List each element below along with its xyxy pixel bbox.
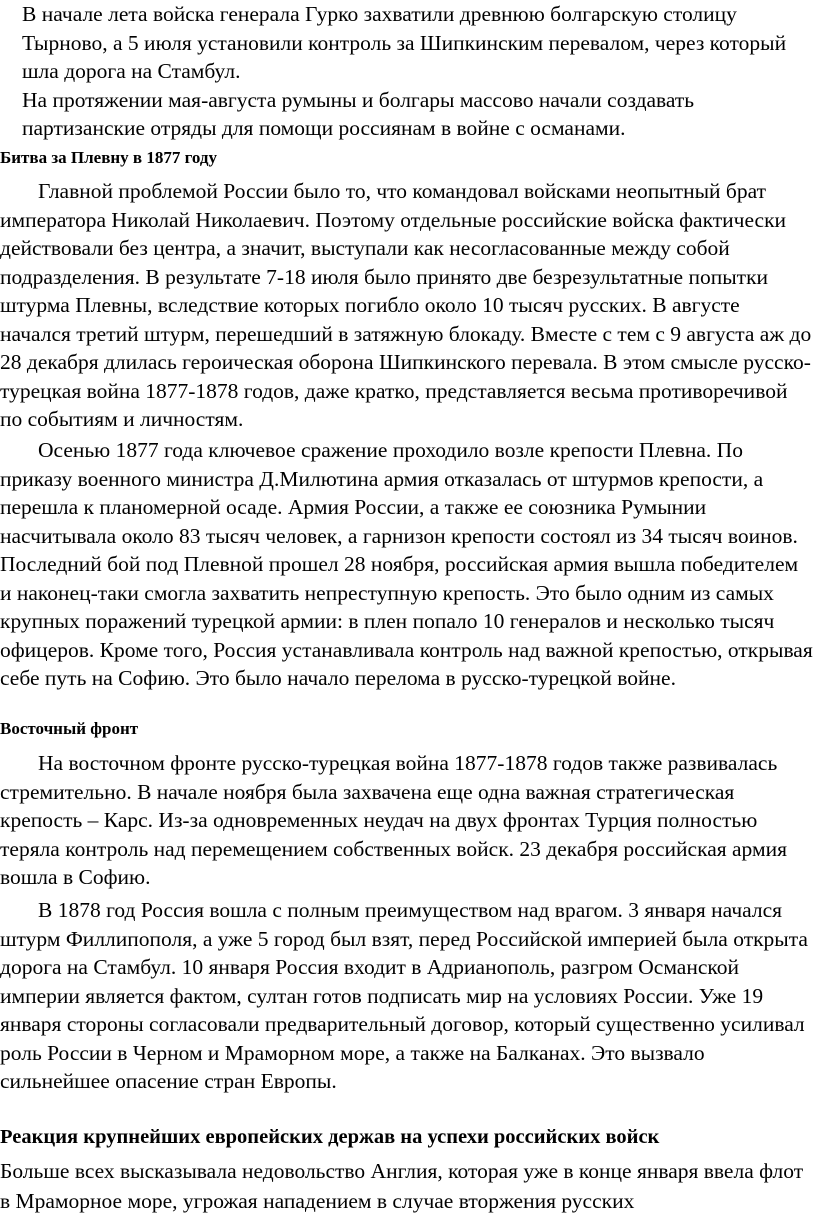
paragraph: В 1878 год Россия вошла с полным преимуществом над врагом. 3 января начался штурм Филлипополя, а уже 5 город был взят, перед Российской империей была открыта дорога на Стамбул. 10 января Россия входит в Адрианополь, разгром Османской империи является фактом, султан готов подписать мир на условиях России. Уже 19 января стороны согласовали предварительный договор, который существенно усиливал роль России в Черном и Мраморном море, а также на Балканах. Это вызвало сильнейшее опасение стран Европы. (0, 898, 808, 1093)
section-heading-european-reaction: Реакция крупнейших европейских держав на успехи российских войск (0, 1126, 660, 1148)
paragraph: На восточном фронте русско-турецкая война 1877-1878 годов также развивалась стремительно. В начале ноября была захвачена еще одна важная стратегическая крепость – Карс. Из-за одновременных неудач на двух фронтах Турция полностью теряла контроль над перемещением собственных войск. 23 декабря российская армия вошла в Софию. (0, 751, 787, 889)
bullet-item: В начале лета войска генерала Гурко захватили древнюю болгарскую столицу Тырново, а 5 июля установили контроль за Шипкинским перевалом, через который шла дорога на Стамбул. (22, 2, 787, 83)
paragraph: Больше всех высказывала недовольство Англия, которая уже в конце января ввела флот в Мраморное море, угрожая нападением в случае вторжения русских (0, 1159, 804, 1213)
section-heading-plevna: Битва за Плевну в 1877 году (0, 148, 218, 167)
paragraph: Главной проблемой России было то, что командовал войсками неопытный брат императора Николай Николаевич. Поэтому отдельные российские войска фактически действовали без центра, а значит, выступали как несогласованные между собой подразделения. В результате 7-18 июля было принято две безрезультатные попытки штурма Плевны, вследствие которых погибло около 10 тысяч русских. В августе начался третий штурм, перешедший в затяжную блокаду. Вместе с тем с 9 августа аж до 28 декабря длилась героическая оборона Шипкинского перевала. В этом смысле русско-турецкая война 1877-1878 годов, даже кратко, представляется весьма противоречивой по событиям и личностям. (0, 179, 812, 431)
paragraph: Осенью 1877 года ключевое сражение проходило возле крепости Плевна. По приказу военного министра Д.Милютина армия отказалась от штурмов крепости, а перешла к планомерной осаде. Армия России, а также ее союзника Румынии насчитывала около 83 тысяч человек, а гарнизон крепости состоял из 34 тысяч воинов. Последний бой под Плевной прошел 28 ноября, российская армия вышла победителем и наконец-таки смогла захватить непреступную крепость. Это было одним из самых крупных поражений турецкой армии: в плен попало 10 генералов и несколько тысяч офицеров. Кроме того, Россия устанавливала контроль над важной крепостью, открывая себе путь на Софию. Это было начало перелома в русско-турецкой войне. (0, 438, 813, 690)
bullet-list (0, 0, 812, 143)
bullet-item: На протяжении мая-августа румыны и болгары массово начали создавать партизанские отряды для помощи россиянам в войне с османами. (22, 87, 695, 140)
section-heading-eastern-front: Восточный фронт (0, 719, 139, 738)
